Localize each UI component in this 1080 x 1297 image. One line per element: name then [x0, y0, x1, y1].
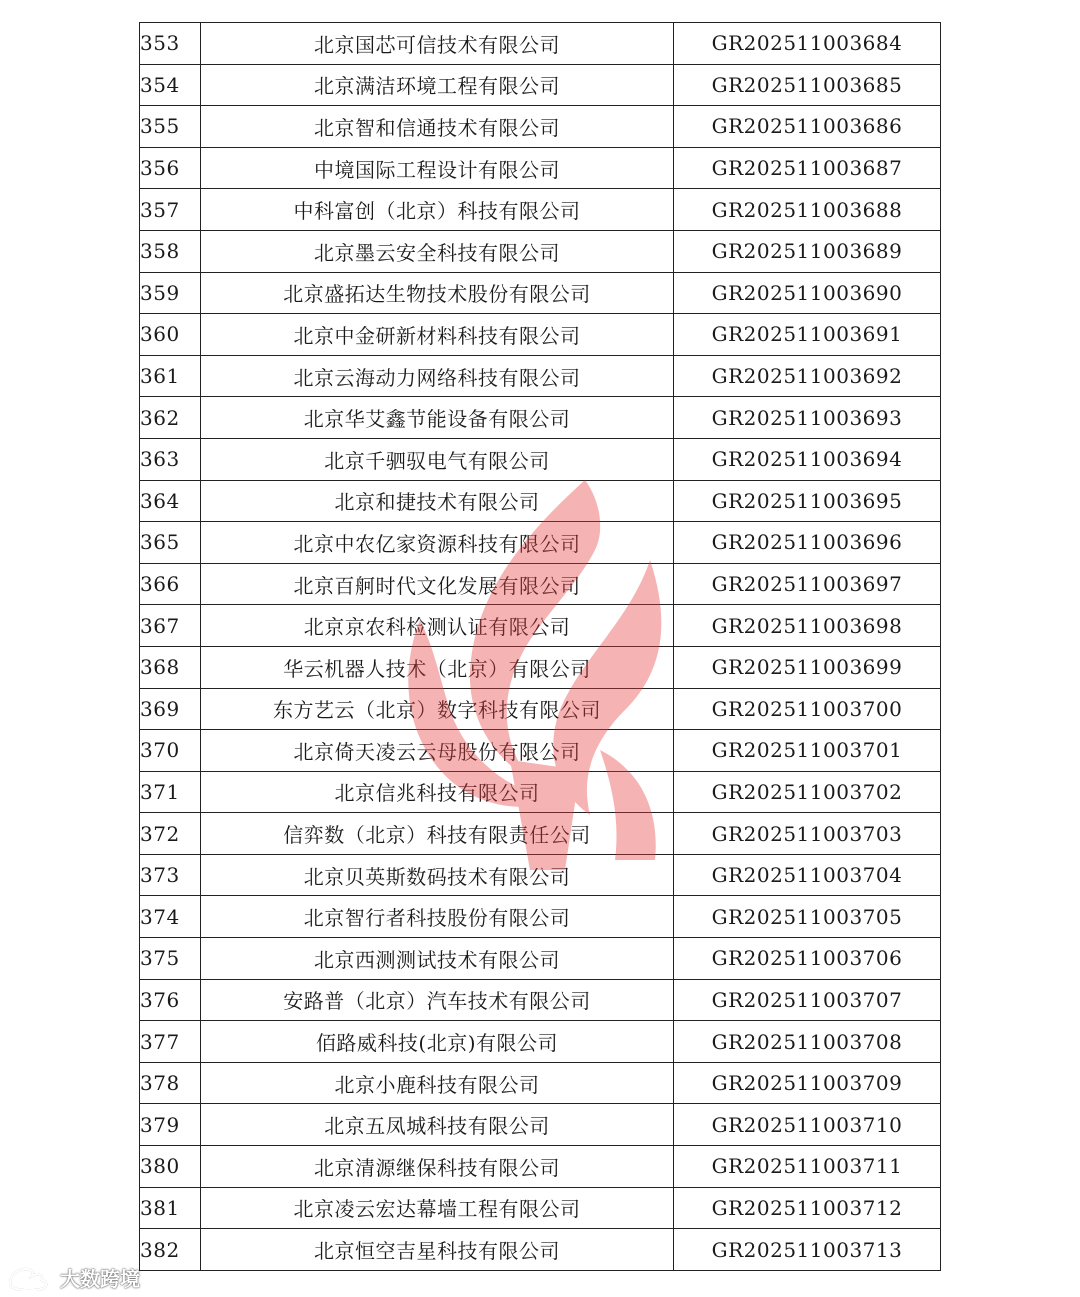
row-number: 371: [140, 771, 201, 813]
table-row: [140, 688, 941, 730]
certificate-number: GR202511003701: [674, 730, 941, 772]
table-row: [140, 522, 941, 564]
certificate-number: GR202511003703: [674, 813, 941, 855]
table-row: [140, 64, 941, 106]
certificate-number: GR202511003697: [674, 563, 941, 605]
row-number: 370: [140, 730, 201, 772]
table-row: [140, 355, 941, 397]
company-name: 北京云海动力网络科技有限公司: [201, 355, 674, 397]
company-name: 北京小鹿科技有限公司: [201, 1062, 674, 1104]
certificate-number: GR202511003709: [674, 1062, 941, 1104]
certificate-number: GR202511003686: [674, 106, 941, 148]
certificate-number: GR202511003699: [674, 646, 941, 688]
certificate-number: GR202511003688: [674, 189, 941, 231]
row-number: 368: [140, 646, 201, 688]
row-number: 375: [140, 938, 201, 980]
certificate-number: GR202511003692: [674, 355, 941, 397]
row-number: 365: [140, 522, 201, 564]
table-row: [140, 230, 941, 272]
table-row: [140, 938, 941, 980]
company-name: 北京五凤城科技有限公司: [201, 1104, 674, 1146]
certificate-number: GR202511003706: [674, 938, 941, 980]
row-number: 381: [140, 1187, 201, 1229]
row-number: 358: [140, 230, 201, 272]
certificate-number: GR202511003708: [674, 1021, 941, 1063]
table-row: [140, 813, 941, 855]
table-row: [140, 147, 941, 189]
company-name: 北京千驷驭电气有限公司: [201, 438, 674, 480]
certificate-table: [139, 22, 941, 1271]
row-number: 353: [140, 23, 201, 65]
company-name: 北京智和信通技术有限公司: [201, 106, 674, 148]
certificate-number: GR202511003693: [674, 397, 941, 439]
certificate-number: GR202511003694: [674, 438, 941, 480]
certificate-number: GR202511003690: [674, 272, 941, 314]
company-name: 北京中农亿家资源科技有限公司: [201, 522, 674, 564]
company-name: 北京国芯可信技术有限公司: [201, 23, 674, 65]
row-number: 380: [140, 1146, 201, 1188]
certificate-number: GR202511003685: [674, 64, 941, 106]
table-row: [140, 1104, 941, 1146]
row-number: 372: [140, 813, 201, 855]
company-name: 北京凌云宏达幕墙工程有限公司: [201, 1187, 674, 1229]
row-number: 354: [140, 64, 201, 106]
table-body: [140, 23, 941, 1271]
company-name: 北京中金研新材料科技有限公司: [201, 314, 674, 356]
table-row: [140, 438, 941, 480]
company-name: 北京华艾鑫节能设备有限公司: [201, 397, 674, 439]
row-number: 373: [140, 854, 201, 896]
certificate-number: GR202511003712: [674, 1187, 941, 1229]
table-row: [140, 314, 941, 356]
company-name: 东方艺云（北京）数字科技有限公司: [201, 688, 674, 730]
certificate-number: GR202511003713: [674, 1229, 941, 1271]
table-row: [140, 1229, 941, 1271]
row-number: 366: [140, 563, 201, 605]
row-number: 362: [140, 397, 201, 439]
table-row: [140, 771, 941, 813]
company-name: 北京京农科检测认证有限公司: [201, 605, 674, 647]
company-name: 北京贝英斯数码技术有限公司: [201, 854, 674, 896]
row-number: 378: [140, 1062, 201, 1104]
certificate-number: GR202511003696: [674, 522, 941, 564]
company-name: 北京盛拓达生物技术股份有限公司: [201, 272, 674, 314]
company-name: 华云机器人技术（北京）有限公司: [201, 646, 674, 688]
row-number: 377: [140, 1021, 201, 1063]
company-name: 中科富创（北京）科技有限公司: [201, 189, 674, 231]
row-number: 367: [140, 605, 201, 647]
company-name: 信弈数（北京）科技有限责任公司: [201, 813, 674, 855]
table-row: [140, 1187, 941, 1229]
company-name: 北京百舸时代文化发展有限公司: [201, 563, 674, 605]
certificate-number: GR202511003698: [674, 605, 941, 647]
table-row: [140, 23, 941, 65]
company-name: 佰路威科技(北京)有限公司: [201, 1021, 674, 1063]
company-name: 北京智行者科技股份有限公司: [201, 896, 674, 938]
certificate-number: GR202511003684: [674, 23, 941, 65]
table-row: [140, 563, 941, 605]
company-name: 北京信兆科技有限公司: [201, 771, 674, 813]
row-number: 360: [140, 314, 201, 356]
row-number: 374: [140, 896, 201, 938]
certificate-number: GR202511003687: [674, 147, 941, 189]
company-name: 中境国际工程设计有限公司: [201, 147, 674, 189]
weibo-icon: [6, 1263, 54, 1291]
company-name: 北京满洁环境工程有限公司: [201, 64, 674, 106]
table-row: [140, 272, 941, 314]
certificate-number: GR202511003707: [674, 979, 941, 1021]
certificate-number: GR202511003705: [674, 896, 941, 938]
table-row: [140, 605, 941, 647]
table-row: [140, 979, 941, 1021]
row-number: 356: [140, 147, 201, 189]
table-row: [140, 106, 941, 148]
row-number: 382: [140, 1229, 201, 1271]
row-number: 369: [140, 688, 201, 730]
table-row: [140, 896, 941, 938]
certificate-number: GR202511003700: [674, 688, 941, 730]
table-row: [140, 1146, 941, 1188]
table-row: [140, 397, 941, 439]
table-row: [140, 730, 941, 772]
certificate-number: GR202511003711: [674, 1146, 941, 1188]
certificate-number: GR202511003689: [674, 230, 941, 272]
table-row: [140, 480, 941, 522]
certificate-number: GR202511003695: [674, 480, 941, 522]
row-number: 361: [140, 355, 201, 397]
table-row: [140, 1062, 941, 1104]
company-name: 北京墨云安全科技有限公司: [201, 230, 674, 272]
company-name: 北京和捷技术有限公司: [201, 480, 674, 522]
certificate-number: GR202511003710: [674, 1104, 941, 1146]
row-number: 363: [140, 438, 201, 480]
company-name: 北京恒空吉星科技有限公司: [201, 1229, 674, 1271]
row-number: 359: [140, 272, 201, 314]
table-row: [140, 854, 941, 896]
table-row: [140, 189, 941, 231]
row-number: 357: [140, 189, 201, 231]
table-row: [140, 1021, 941, 1063]
company-name: 北京倚天凌云云母股份有限公司: [201, 730, 674, 772]
company-name: 北京清源继保科技有限公司: [201, 1146, 674, 1188]
certificate-number: GR202511003702: [674, 771, 941, 813]
company-name: 安路普（北京）汽车技术有限公司: [201, 979, 674, 1021]
row-number: 379: [140, 1104, 201, 1146]
table-row: [140, 646, 941, 688]
company-name: 北京西测测试技术有限公司: [201, 938, 674, 980]
source-badge: [6, 1262, 140, 1292]
certificate-number: GR202511003691: [674, 314, 941, 356]
source-badge-text: 大数跨境: [60, 1266, 140, 1291]
row-number: 364: [140, 480, 201, 522]
row-number: 376: [140, 979, 201, 1021]
certificate-number: GR202511003704: [674, 854, 941, 896]
row-number: 355: [140, 106, 201, 148]
